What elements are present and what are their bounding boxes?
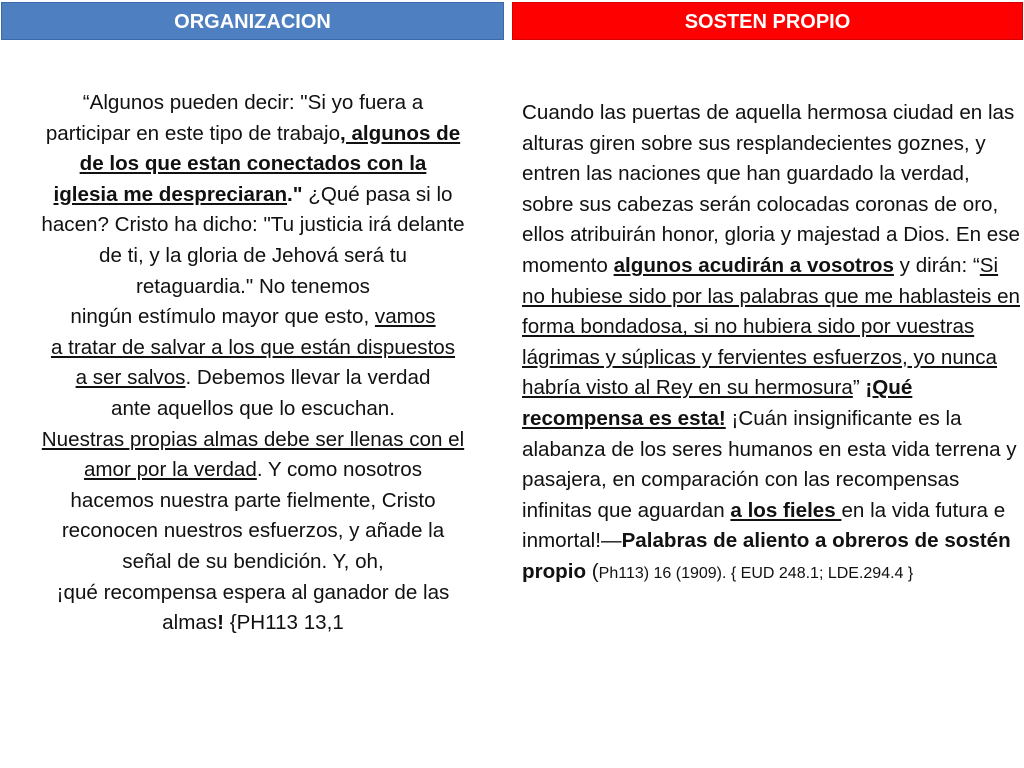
text-line <box>6 608 500 639</box>
text-line <box>6 302 500 333</box>
text-line: hacemos nuestra parte fielmente, Cristo <box>70 488 436 512</box>
text-line: ante aquellos que lo escuchan. <box>111 396 395 420</box>
underlined-bold-text: , algunos de <box>340 121 461 145</box>
text-line: de ti, y la gloria de Jehová será tu <box>99 243 407 267</box>
underlined-text: Si no hubiese sido por las palabras que me hablasteis en forma bondadosa, si no hubiera sido por vuestras lágrimas y súplicas y fervientes esfuerzos, yo nunca habría visto al Rey en su hermosura <box>522 253 1021 400</box>
bold-text: Palabras de aliento a obreros de sostén propio <box>522 529 1011 583</box>
header-sosten-propio: SOSTEN PROPIO <box>512 2 1023 40</box>
underlined-bold-text: a los fieles <box>730 498 842 522</box>
underlined-bold-text: de los que estan conectados con la <box>79 152 427 176</box>
underlined-bold-text: algunos acudirán a vosotros <box>613 253 894 277</box>
right-paragraph <box>522 98 1020 590</box>
text-segment: ” <box>852 376 866 400</box>
citation-text: Ph113) 16 (1909). { EUD 248.1; LDE.294.4 } <box>598 564 914 582</box>
text-line <box>6 119 500 150</box>
text-segment: . Debemos llevar la verdad <box>185 366 431 390</box>
text-segment: . Y como nosotros <box>256 458 423 482</box>
text-segment: ( <box>586 559 599 583</box>
text-segment: Cuando las puertas de aquella hermosa ciudad en las alturas giren sobre sus resplandecientes goznes, y entren las naciones que han guardado la verdad, sobre sus cabezas serán colocadas coronas de oro, ellos atribuirán honor, gloria y majestad a Dios. En ese momento <box>522 101 1020 277</box>
text-line: hacen? Cristo ha dicho: "Tu justicia irá delante <box>41 213 465 237</box>
text-segment: ¿Qué pasa si lo <box>302 182 453 206</box>
text-line <box>6 363 500 394</box>
header-organizacion: ORGANIZACION <box>1 2 504 40</box>
underlined-text: a ser salvos <box>75 366 186 390</box>
underlined-text: vamos <box>374 305 436 329</box>
text-line: señal de su bendición. Y, oh, <box>122 549 384 573</box>
text-line: ¡qué recompensa espera al ganador de las <box>56 580 450 604</box>
bold-text: ." <box>287 182 303 206</box>
text-segment: almas <box>162 611 218 635</box>
underlined-text: a tratar de salvar a los que están dispuestos <box>50 335 456 359</box>
text-line <box>6 180 500 211</box>
underlined-text: amor por la verdad <box>83 458 257 482</box>
text-segment: participar en este tipo de trabajo <box>45 121 341 145</box>
underlined-bold-text: ¡Qué recompensa es esta! <box>522 376 913 430</box>
text-segment: y dirán: “ <box>893 253 980 277</box>
text-line: reconocen nuestros esfuerzos, y añade la <box>61 519 445 543</box>
right-column-quote <box>522 98 1020 590</box>
text-line <box>6 455 500 486</box>
left-column-quote <box>6 88 500 639</box>
text-line: “Algunos pueden decir: "Si yo fuera a <box>82 91 424 114</box>
text-segment: ¡Cuán insignificante es la alabanza de los seres humanos en esta vida terrena y pasajera, en comparación con las recompensas infinitas que aguardan <box>522 406 1017 522</box>
bold-text: ! <box>217 611 224 635</box>
text-segment: {PH113 13,1 <box>223 611 344 635</box>
underlined-bold-text: iglesia me despreciaran <box>53 182 288 206</box>
text-segment: ningún estímulo mayor que esto, <box>70 305 375 329</box>
text-line: retaguardia." No tenemos <box>136 274 370 298</box>
underlined-text: Nuestras propias almas debe ser llenas con el <box>41 427 465 451</box>
text-segment: en la vida futura e inmortal!— <box>522 498 1006 553</box>
